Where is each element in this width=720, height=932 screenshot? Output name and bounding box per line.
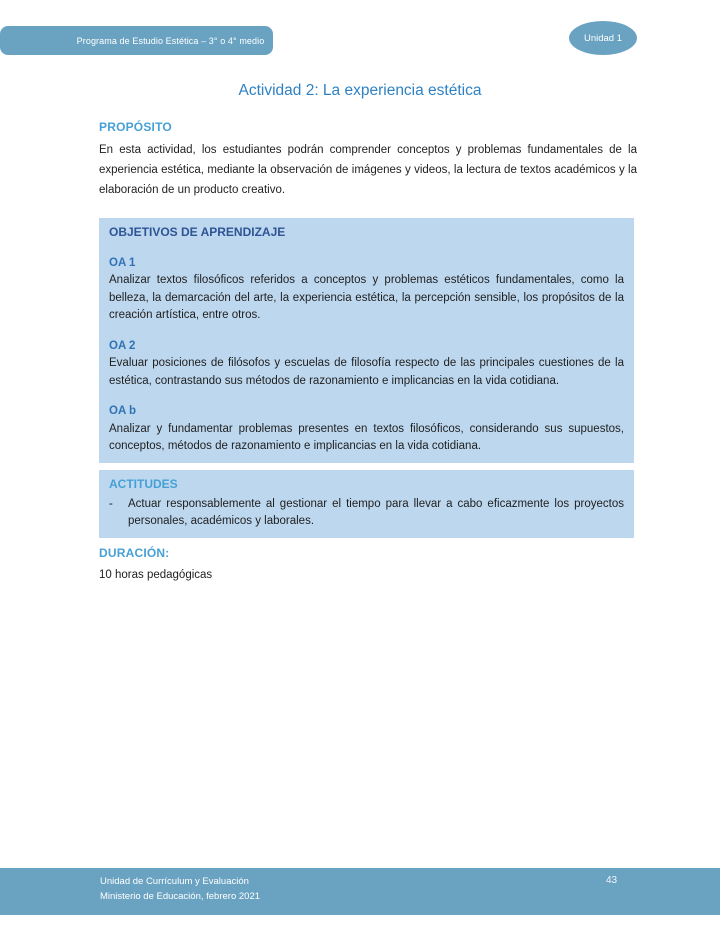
oa-1-text: Analizar textos filosóficos referidos a conceptos y problemas estéticos fundamentales, como la belleza, la demarcación del arte, la experiencia estética, la percepción sensible, los propósitos de la creación artística, entre otros.	[109, 274, 624, 321]
objetivos-box	[99, 218, 634, 463]
oa-item-1	[109, 255, 624, 325]
program-badge-label: Programa de Estudio Estética – 3° o 4° medio	[76, 35, 265, 46]
oa-b-label: OA b	[109, 405, 137, 417]
oa-b-text: Analizar y fundamentar problemas presentes en textos filosóficos, considerando sus supuestos, conceptos, métodos de razonamiento e implicancias en la vida cotidiana.	[109, 422, 624, 452]
footer-line-1: Unidad de Currículum y Evaluación	[100, 876, 249, 887]
actitudes-item-text: Actuar responsablemente al gestionar el tiempo para llevar a cabo eficazmente los proyectos personales, académicos y laborales.	[128, 497, 624, 527]
spacer	[109, 390, 624, 403]
actitudes-heading: ACTITUDES	[109, 477, 178, 491]
footer-line-2: Ministerio de Educación, febrero 2021	[100, 891, 261, 902]
page-number: 43	[606, 875, 618, 886]
proposito-heading: PROPÓSITO	[99, 120, 172, 134]
spacer	[109, 242, 624, 255]
unit-badge-label: Unidad 1	[583, 32, 623, 44]
spacer	[109, 325, 624, 338]
duracion-value: 10 horas pedagógicas	[99, 569, 213, 581]
actitudes-box	[99, 470, 634, 538]
objetivos-heading: OBJETIVOS DE APRENDIZAJE	[109, 225, 286, 239]
unit-badge	[569, 21, 637, 55]
duracion-section	[99, 546, 637, 584]
oa-item-b	[109, 403, 624, 456]
program-badge	[0, 26, 273, 55]
actitudes-item	[109, 496, 624, 531]
proposito-section	[99, 120, 637, 200]
oa-1-label: OA 1	[109, 256, 136, 269]
proposito-body: En esta actividad, los estudiantes podrán comprender conceptos y problemas fundamentales de la experiencia estética, mediante la observación de imágenes y videos, la lectura de textos académicos y la elaboración de un producto creativo.	[99, 144, 637, 196]
oa-item-2	[109, 338, 624, 391]
bullet-marker: -	[109, 497, 113, 510]
duracion-heading: DURACIÓN:	[99, 546, 170, 560]
page-footer	[0, 868, 720, 915]
oa-2-text: Evaluar posiciones de filósofos y escuelas de filosofía respecto de las principales cuestiones de la estética, contrastando sus métodos de razonamiento e implicancias en la vida cotidiana.	[109, 357, 624, 387]
footer-text	[100, 874, 260, 904]
page-title: Actividad 2: La experiencia estética	[238, 82, 482, 99]
oa-2-label: OA 2	[109, 339, 136, 352]
